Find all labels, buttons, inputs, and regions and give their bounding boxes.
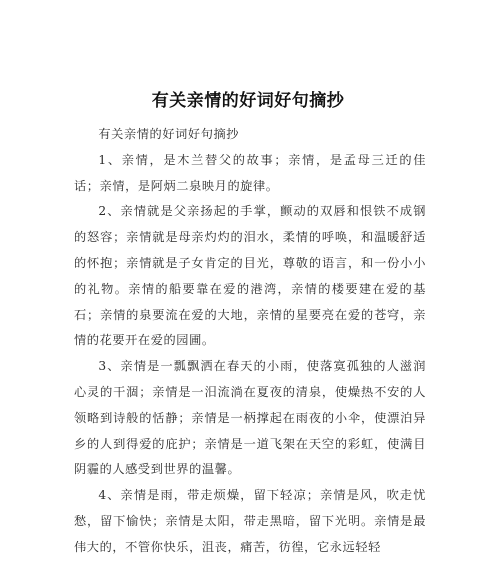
paragraph-1: 1、亲情，是木兰替父的故事；亲情，是孟母三迁的佳话；亲情，是阿炳二泉映月的旋律。 (74, 152, 426, 193)
paragraph-2: 2、亲情就是父亲扬起的手掌，颤动的双唇和恨铁不成钢的怒容；亲情就是母亲灼灼的泪水，柔情的呼唤，和温暖舒适的怀抱；亲情就是子女肯定的目光，尊敬的语言，和一份小小的礼物。亲情的船要靠在爱的港湾，亲情的楼要建在爱的基石；亲情的泉要流在爱的大地，亲情的星要亮在爱的苍穹，亲情的花要开在爱的园圃。 (74, 204, 426, 348)
document-title: 有关亲情的好词好句摘抄 (151, 91, 345, 111)
document-body (74, 122, 426, 561)
subtitle-paragraph: 有关亲情的好词好句摘抄 (98, 127, 240, 141)
paragraph-4: 4、亲情是雨，带走烦燥，留下轻凉；亲情是风，吹走忧愁，留下愉快；亲情是太阳，带走黑暗，留下光明。亲情是最伟大的，不管你快乐，沮丧，痛苦，彷徨，它永远轻轻 (74, 488, 426, 554)
paragraph-3: 3、亲情是一瓢飘洒在春天的小雨，使落寞孤独的人滋润心灵的干涸；亲情是一汨流淌在夏夜的清泉，使燥热不安的人领略到诗般的恬静；亲情是一柄撑起在雨夜的小伞，使漂泊异乡的人到得爱的庇护；亲情是一道飞架在天空的彩虹，使满目阴霾的人感受到世界的温馨。 (74, 359, 426, 477)
